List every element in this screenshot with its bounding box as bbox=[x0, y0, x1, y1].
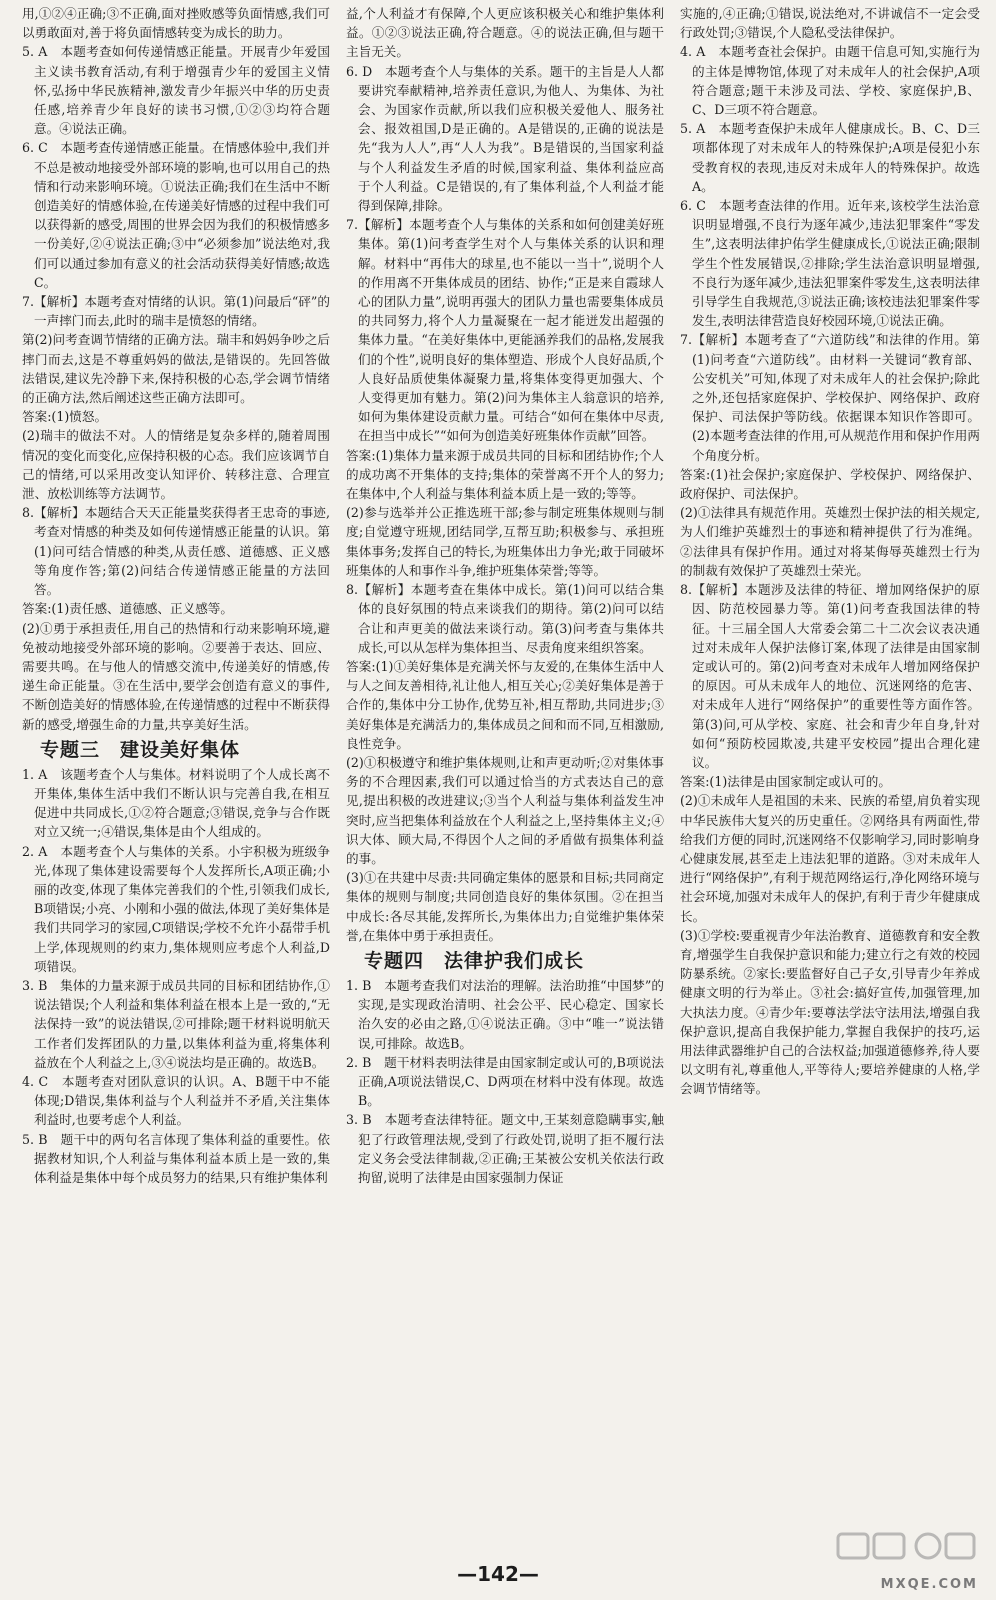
question-item: 1. A 该题考查个人与集体。材料说明了个人成长离不开集体,集体生活中我们不断认识与完善自我,在相互促进中共同成长,①②符合题意;③错误,竞争与合作既对立又统一;④错误,集体是由个人组成的。 bbox=[22, 766, 330, 840]
question-item: 4. A 本题考查社会保护。由题干信息可知,实施行为的主体是博物馆,体现了对未成年人的社会保护,A项符合题意;题干未涉及司法、学校、家庭保护,B、C、D三项不符合题意。 bbox=[680, 44, 980, 118]
text-paragraph: (2)瑞丰的做法不对。人的情绪是复杂多样的,随着周围情况的变化而变化,应保持积极的心态。我们应该调节自己的情绪,可以采用改变认知评价、转移注意、合理宣泄、放松训练等方法调节。 bbox=[22, 428, 330, 502]
text-paragraph: 实施的,④正确;①错误,说法绝对,不讲诚信不一定会受行政处罚;③错误,个人隐私受法律保护。 bbox=[680, 6, 980, 41]
text-paragraph: 用,①②④正确;③不正确,面对挫败感等负面情感,我们可以勇敢面对,善于将负面情感转变为成长的助力。 bbox=[22, 6, 330, 41]
text-paragraph: (2)参与选举并公正推选班干部;参与制定班集体规则与制度;自觉遵守班规,团结同学,互帮互助;积极参与、承担班集体事务;发挥自己的特长,为班集体出力争光;敢于同破坏班集体的人和事作斗争,维护班集体荣誉;等等。 bbox=[346, 505, 664, 578]
text-paragraph: (2)①未成年人是祖国的未来、民族的希望,肩负着实现中华民族伟大复兴的历史重任。②网络具有两面性,带给我们方便的同时,沉迷网络不仅影响学习,同时影响身心健康发展,甚至走上违法犯罪的道路。③对未成年人进行“网络保护”,有利于规范网络运行,净化网络环境与社会环境,加强对未成年人的保护,有利于青少年健康成长。 bbox=[680, 793, 980, 924]
question-item: 7.【解析】本题考查了“六道防线”和法律的作用。第(1)问考查“六道防线”。由材料一关键词“教育部、公安机关”可知,体现了对未成年人的社会保护;除此之外,还包括家庭保护、学校保护、网络保护、政府保护、司法保护等防线。依据课本知识作答即可。(2)本题考查法律的作用,可从规范作用和保护作用两个角度分析。 bbox=[680, 332, 980, 463]
answer-paragraph: 答案:(1)集体力量来源于成员共同的目标和团结协作;个人的成功离不开集体的支持;集体的荣誉离不开个人的努力;在集体中,个人利益与集体利益本质上是一致的;等等。 bbox=[346, 447, 664, 502]
answer-paragraph: 答案:(1)法律是由国家制定或认可的。 bbox=[680, 774, 891, 790]
question-item: 3. B 本题考查法律特征。题文中,王某刻意隐瞒事实,触犯了行政管理法规,受到了行政处罚,说明了拒不履行法定义务会受法律制裁,②正确;王某被公安机关依法行政拘留,说明了法律是由国家强制力保证 bbox=[346, 1112, 664, 1185]
text-paragraph: (3)①在共建中尽责:共同确定集体的愿景和目标;共同商定集体的规则与制度;共同创造良好的集体氛围。②在担当中成长:各尽其能,发挥所长,为集体出力;自觉维护集体荣誉,在集体中勇于承担责任。 bbox=[346, 870, 664, 943]
text-paragraph: (2)①积极遵守和维护集体规则,让和声更动听;②对集体事务的不合理因素,我们可以通过恰当的方式表达自己的意见,提出积极的改进建议;③当个人利益与集体利益发生冲突时,应当把集体利益放在个人利益之上,坚持集体主义;④识大体、顾大局,不得因个人之间的矛盾做有损集体利益的事。 bbox=[346, 754, 664, 866]
answer-paragraph: 答案:(1)社会保护;家庭保护、学校保护、网络保护、政府保护、司法保护。 bbox=[680, 466, 980, 502]
question-item: 2. A 本题考查个人与集体的关系。小宇积极为班级争光,体现了集体建设需要每个人发挥所长,A项正确;小丽的改变,体现了集体完善我们的个性,引领我们成长,B项错误;小亮、小刚和小强的做法,体现了美好集体是我们共同学习的家园,C项错误;学校不允许小磊带手机上学,体现规则的约束力,集体规则应考虑个人利益,D项错误。 bbox=[22, 843, 330, 974]
question-item: 8.【解析】本题结合天天正能量奖获得者王忠奇的事迹,考查对情感的种类及如何传递情感正能量的认识。第(1)问可结合情感的种类,从责任感、道德感、正义感等角度作答;第(2)问结合传递情感正能量的方法回答。 bbox=[22, 505, 330, 598]
text-paragraph: 第(2)问考查调节情绪的正确方法。瑞丰和妈妈争吵之后摔门而去,这是不尊重妈妈的做法,是错误的。先回答做法错误,建议先冷静下来,保持积极的心态,学会调节情绪的正确方法,然后阐述这些正确方法即可。 bbox=[22, 332, 330, 406]
question-item: 7.【解析】本题考查个人与集体的关系和如何创建美好班集体。第(1)问考查学生对个人与集体关系的认识和理解。材料中“再伟大的球星,也不能以一当十”,说明个人的作用离不开集体成员的团结、协作;“正是来自霞球人心的团队力量”,说明再强大的团队力量也需要集体成员的共同努力,将个人力量凝聚在一起才能迸发出超强的集体力量。“在美好集体中,更能涵养我们的品格,发展我们的个性”,说明良好的集体塑造、形成个人良好品质,个人良好品质使集体凝聚力量,将集体变得更加强大、个人变得更加有魅力。第(2)问为集体主人翁意识的培养,如何为集体建设贡献力量。可结合“如何在集体中尽责,在担当中成长”“如何为创造美好班集体作贡献”回答。 bbox=[346, 217, 664, 444]
question-item: 4. C 本题考查对团队意识的认识。A、B题干中不能体现;D错误,集体利益与个人利益并不矛盾,关注集体利益时,也要考虑个人利益。 bbox=[22, 1073, 330, 1128]
text-paragraph: (3)①学校:要重视青少年法治教育、道德教育和安全教育,增强学生自我保护意识和能力;建立行之有效的校园防暴系统。②家长:要监督好自己子女,引导青少年养成健康文明的行为举止。③社会:搞好宣传,加强管理,加大执法力度。④青少年:要尊法学法守法用法,增强自我保护意识,提高自我保护能力,掌握自我保护的技巧,运用法律武器维护自己的合法权益;加强道德修养,待人要以文明有礼,尊重他人,平等待人;要培养健康的人格,学会调节情绪等。 bbox=[680, 927, 980, 1097]
question-item: 6. D 本题考查个人与集体的关系。题干的主旨是人人都要讲究奉献精神,培养责任意识,为他人、为集体、为社会、为国家作贡献,所以我们应积极关爱他人、服务社会、报效祖国,D是正确的。A是错误的,正确的说法是先“我为人人”,再“人人为我”。B是错误的,当国家利益与个人利益发生矛盾的时候,国家利益、集体利益应高于个人利益。C是错误的,有了集体利益,个人利益才能得到保障,排除。 bbox=[346, 63, 664, 214]
watermark-text: MXQE.COM bbox=[880, 1577, 978, 1592]
question-item: 5. A 本题考查保护未成年人健康成长。B、C、D三项都体现了对未成年人的特殊保护;A项是侵犯小东受教育权的表现,违反对未成年人的特殊保护。故选A。 bbox=[680, 121, 980, 194]
question-item: 5. B 题干中的两句名言体现了集体利益的重要性。依据教材知识,个人利益与集体利益本质上是一致的,集体利益是集体中每个成员努力的结果,只有维护集体利 bbox=[22, 1131, 330, 1185]
section-heading: 专题四 法律护我们成长 bbox=[364, 949, 585, 972]
answer-paragraph: 答案:(1)愤怒。 bbox=[22, 409, 108, 425]
answer-paragraph: 答案:(1)①美好集体是充满关怀与友爱的,在集体生活中人与人之间友善相待,礼让他人,相互关心;②美好集体是善于合作的,集体中分工协作,优势互补,相互帮助,共同进步;③美好集体是充满活力的,集体成员之间和而不同,互相激励,良性竞争。 bbox=[346, 658, 664, 751]
text-paragraph: (2)①勇于承担责任,用自己的热情和行动来影响环境,避免被动地接受外部环境的影响。②要善于表达、回应、需要共鸣。在与他人的情感交流中,传递美好的情感,传递生命正能量。③在生活中,要学会创造有意义的事件,不断创造美好的情感体验,在传递情感的过程中不断获得新的感受,增强生命的力量,共享美好生活。 bbox=[22, 620, 330, 732]
page-number: —142— bbox=[457, 1562, 539, 1586]
question-item: 6. C 本题考查传递情感正能量。在情感体验中,我们并不总是被动地接受外部环境的影响,也可以用自己的热情和行动来影响环境。①说法正确;我们在生活中不断创造美好的情感体验,在传递美好情感的过程中我们可以获得新的感受,周围的世界会因为我们的积极情感多一份美好,②④说法正确;③中“必须参加”说法绝对,我们可以通过参加有意义的社会活动获得美好情感;故选C。 bbox=[22, 140, 330, 290]
text-paragraph: 益,个人利益才有保障,个人更应该积极关心和维护集体利益。①②③说法正确,符合题意。④的说法正确,但与题干主旨无关。 bbox=[346, 6, 664, 60]
question-item: 7.【解析】本题考查对情绪的认识。第(1)问最后“砰”的一声摔门而去,此时的瑞丰是愤怒的情绪。 bbox=[22, 294, 330, 329]
answer-paragraph: 答案:(1)责任感、道德感、正义感等。 bbox=[22, 601, 233, 617]
question-item: 1. B 本题考查我们对法治的理解。法治助推“中国梦”的实现,是实现政治清明、社会公平、民心稳定、国家长治久安的必由之路,①④说法正确。③中“唯一”说法错误,可排除。故选B。 bbox=[346, 977, 664, 1051]
question-item: 8.【解析】本题涉及法律的特征、增加网络保护的原因、防范校园暴力等。第(1)问考查我国法律的特征。十三届全国人大常委会第二十二次会议表决通过对未成年人保护法修订案,体现了法律是由国家制定或认可的。第(2)问考查对未成年人增加网络保护的原因。可从未成年人的地位、沉迷网络的危害、对未成年人进行“网络保护”的重要性等方面作答。第(3)问,可从学校、家庭、社会和青少年自身,针对如何“预防校园欺凌,共建平安校园”提出合理化建议。 bbox=[680, 582, 980, 770]
question-item: 3. B 集体的力量来源于成员共同的目标和团结协作,①说法错误;个人利益和集体利益在根本上是一致的,“无法保持一致”的说法错误,②可排除;题干材料说明航天工作者们发挥团队的力量,以集体利益为重,将集体利益放在个人利益之上,③④说法均是正确的。故选B。 bbox=[22, 977, 330, 1070]
column-left bbox=[22, 4, 330, 1187]
question-item: 8.【解析】本题考查在集体中成长。第(1)问可以结合集体的良好氛围的特点来谈我们的期待。第(2)问可以结合让和声更美的做法来谈行动。第(3)问考查与集体共成长,可以从怎样为集体担当、尽责角度来组织答案。 bbox=[346, 582, 664, 655]
question-item: 5. A 本题考查如何传递情感正能量。开展青少年爱国主义读书教育活动,有利于增强青少年的爱国主义情怀,弘扬中华民族精神,激发青少年振兴中华的历史责任感,培养青少年良好的读书习惯,①②③均符合题意。④说法正确。 bbox=[22, 44, 330, 137]
column-right bbox=[680, 4, 980, 1099]
section-heading: 专题三 建设美好集体 bbox=[40, 738, 241, 761]
text-paragraph: (2)①法律具有规范作用。英雄烈士保护法的相关规定,为人们维护英雄烈士的事迹和精神提供了行为准绳。②法律具有保护作用。通过对将某侮辱英雄烈士行为的制裁有效保护了英雄烈士荣光。 bbox=[680, 505, 980, 578]
question-item: 6. C 本题考查法律的作用。近年来,该校学生法治意识明显增强,不良行为逐年减少,违法犯罪案件“零发生”,这表明法律护佑学生健康成长,①说法正确;限制学生个性发展错误,②排除;学生法治意识明显增强,不良行为逐年减少,违法犯罪案件零发生,这表明法律引导学生自我规范,③说法正确;该校违法犯罪案件零发生,表明法律营造良好校园环境,①说法正确。 bbox=[680, 198, 980, 329]
question-item: 2. B 题干材料表明法律是由国家制定或认可的,B项说法正确,A项说法错误,C、D两项在材料中没有体现。故选B。 bbox=[346, 1054, 664, 1109]
column-middle bbox=[346, 4, 664, 1187]
